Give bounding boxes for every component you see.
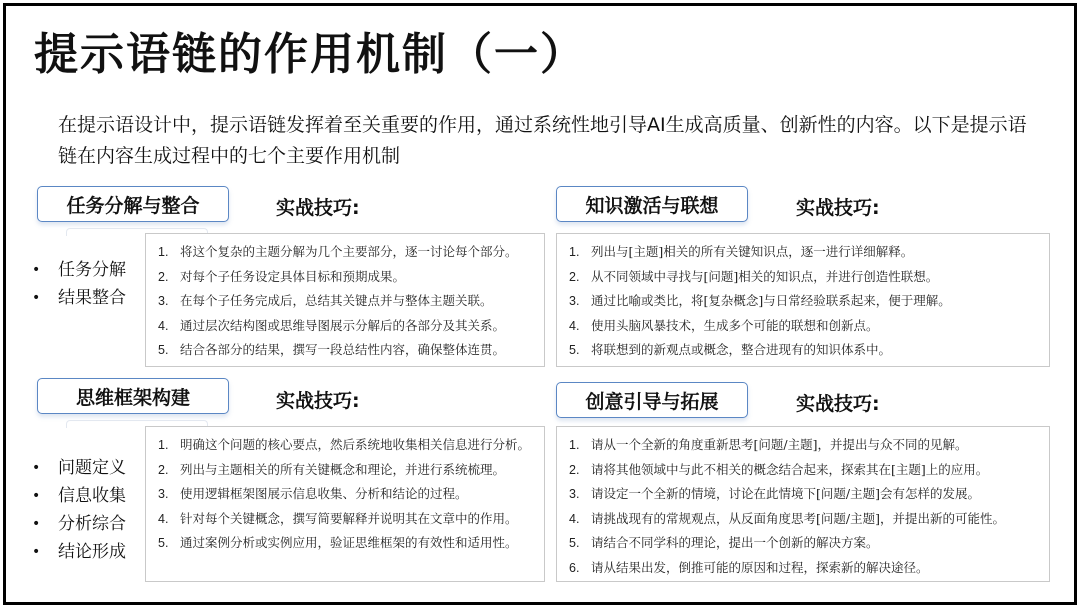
bullet-dot: • (32, 460, 41, 476)
list-item: 1. 将这个复杂的主题分解为几个主要部分，逐一讨论每个部分。 (158, 244, 518, 259)
tips-label: 实战技巧: (276, 197, 360, 219)
bullet-item: • 结果整合 (32, 284, 126, 312)
bullet-dot: • (32, 488, 41, 504)
bullet-item: • 任务分解 (32, 256, 126, 284)
bullet-item: • 结论形成 (32, 538, 126, 566)
bullet-item: • 信息收集 (32, 482, 126, 510)
intro-paragraph: 在提示语设计中，提示语链发挥着至关重要的作用，通过系统性地引导AI生成高质量、创新性的内容。以下是提示语链在内容生成过程中的七个主要作用机制 (58, 114, 1027, 167)
bullet-dot: • (32, 290, 41, 306)
tips-list-box (556, 426, 1050, 582)
tips-list-box (145, 426, 545, 582)
list-item: 3. 使用逻辑框架图展示信息收集、分析和结论的过程。 (158, 486, 468, 502)
list-item: 6. 请从结果出发，倒推可能的原因和过程，探索新的解决途径。 (569, 559, 929, 575)
tips-list-box (145, 233, 545, 367)
list-item: 4. 使用头脑风暴技术，生成多个可能的联想和创新点。 (569, 317, 879, 333)
list-item: 5. 请结合不同学科的理论，提出一个创新的解决方案。 (569, 535, 879, 551)
bullet-dot: • (32, 516, 41, 532)
section-tag-knowledge-activation: 知识激活与联想 (556, 186, 748, 222)
list-item: 5. 结合各部分的结果，撰写一段总结性内容，确保整体连贯。 (158, 342, 506, 358)
list-item: 3. 在每个子任务完成后，总结其关键点并与整体主题关联。 (158, 293, 493, 309)
list-item: 3. 请设定一个全新的情境，讨论在此情境下[问题/主题]会有怎样的发展。 (569, 486, 980, 502)
section-tag-thinking-framework: 思维框架构建 (37, 378, 229, 414)
list-item: 5. 通过案例分析或实例应用，验证思维框架的有效性和适用性。 (158, 535, 518, 551)
list-item: 1. 请从一个全新的角度重新思考[问题/主题]，并提出与众不同的见解。 (569, 437, 968, 452)
tips-label: 实战技巧: (796, 393, 880, 415)
list-item: 4. 通过层次结构图或思维导图展示分解后的各部分及其关系。 (158, 317, 506, 333)
section-tag-task-decomposition: 任务分解与整合 (37, 186, 229, 222)
tips-label: 实战技巧: (276, 390, 360, 412)
tips-list-box (556, 233, 1050, 367)
bullet-item: • 分析综合 (32, 510, 126, 538)
bullet-item: • 问题定义 (32, 454, 126, 482)
list-item: 4. 请挑战现有的常规观点，从反面角度思考[问题/主题]，并提出新的可能性。 (569, 510, 1005, 526)
tips-label: 实战技巧: (796, 197, 880, 219)
list-item: 2. 列出与主题相关的所有关键概念和理论，并进行系统梳理。 (158, 461, 506, 477)
list-item: 3. 通过比喻或类比，将[复杂概念]与日常经验联系起来，便于理解。 (569, 293, 951, 309)
list-item: 5. 将联想到的新观点或概念，整合进现有的知识体系中。 (569, 342, 892, 358)
section-tag-creative-guidance: 创意引导与拓展 (556, 382, 748, 418)
list-item: 1. 明确这个问题的核心要点，然后系统地收集相关信息进行分析。 (158, 437, 531, 452)
list-item: 2. 从不同领域中寻找与[问题]相关的知识点，并进行创造性联想。 (569, 268, 939, 284)
list-item: 4. 针对每个关键概念，撰写简要解释并说明其在文章中的作用。 (158, 510, 518, 526)
page-title: 提示语链的作用机制（一） (34, 29, 586, 80)
section-bullets (32, 454, 126, 566)
list-item: 2. 请将其他领域中与此不相关的概念结合起来，探索其在[主题]上的应用。 (569, 461, 989, 477)
list-item: 1. 列出与[主题]相关的所有关键知识点，逐一进行详细解释。 (569, 244, 914, 259)
section-bullets (32, 256, 126, 312)
list-item: 2. 对每个子任务设定具体目标和预期成果。 (158, 268, 406, 284)
bullet-dot: • (32, 262, 41, 278)
bullet-dot: • (32, 544, 41, 560)
